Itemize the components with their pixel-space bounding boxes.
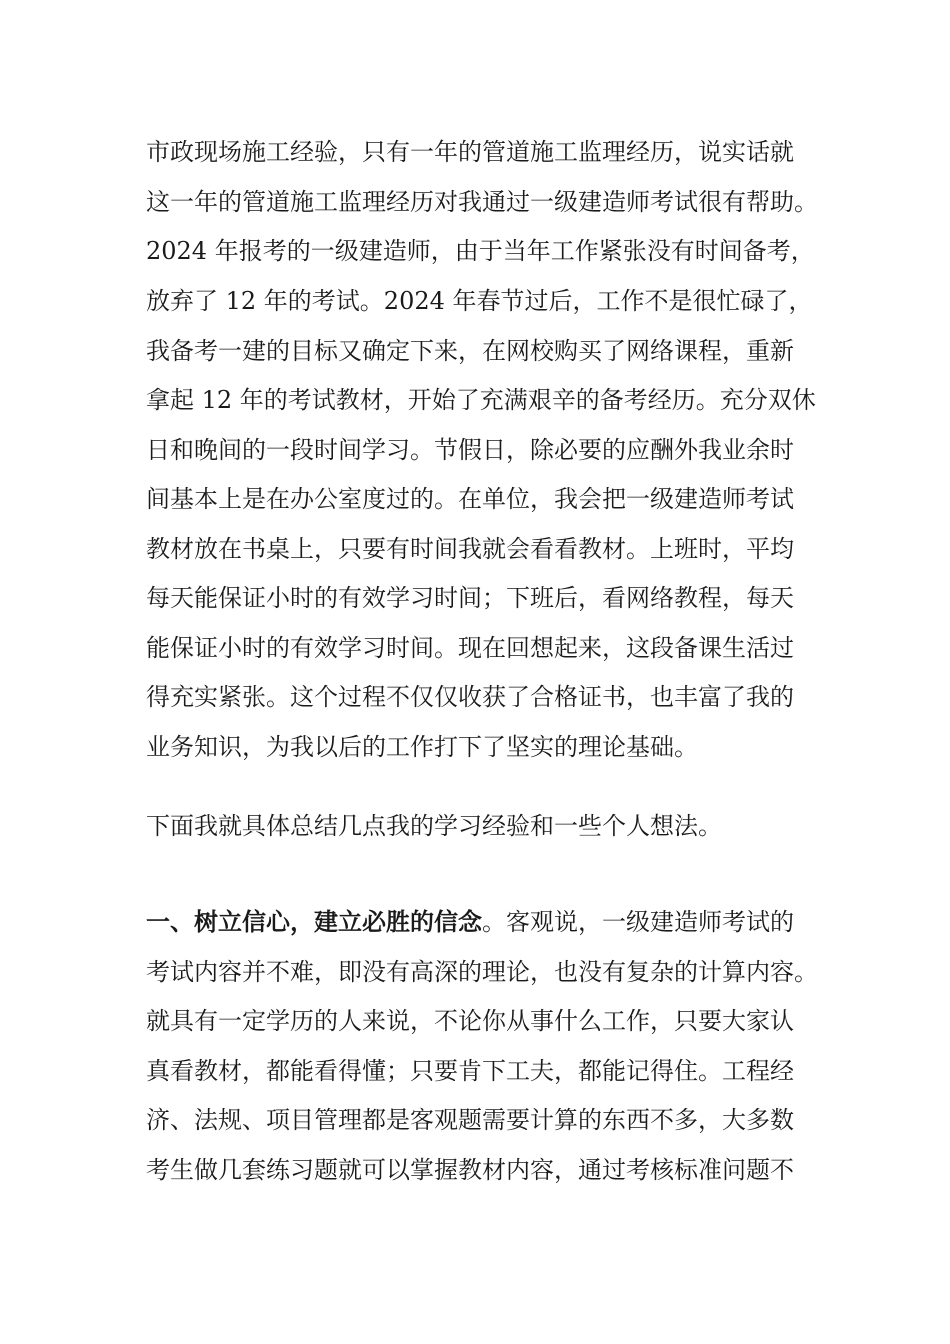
paragraph-1-line-3: 2024 年报考的一级建造师，由于当年工作紧张没有时间备考， xyxy=(146,237,815,265)
paragraph-1-line-10: 每天能保证小时的有效学习时间；下班后，看网络教程，每天 xyxy=(146,584,794,612)
paragraph-3-line-1-text: 。客观说，一级建造师考试的 xyxy=(482,908,794,936)
section-heading: 一、树立信心，建立必胜的信念 xyxy=(146,907,482,936)
paragraph-1-line-4: 放弃了 12 年的考试。2024 年春节过后，工作不是很忙碌了， xyxy=(146,287,813,315)
paragraph-1-line-8: 间基本上是在办公室度过的。在单位，我会把一级建造师考试 xyxy=(146,485,794,513)
paragraph-1-line-11: 能保证小时的有效学习时间。现在回想起来，这段备课生活过 xyxy=(146,634,794,662)
paragraph-1-line-2: 这一年的管道施工监理经历对我通过一级建造师考试很有帮助。 xyxy=(146,188,818,216)
paragraph-1-line-5: 我备考一建的目标又确定下来，在网校购买了网络课程，重新 xyxy=(146,337,794,365)
paragraph-3-line-1 xyxy=(146,907,794,937)
paragraph-3-line-3: 就具有一定学历的人来说，不论你从事什么工作，只要大家认 xyxy=(146,1007,794,1035)
paragraph-3-line-4: 真看教材，都能看得懂；只要肯下工夫，都能记得住。工程经 xyxy=(146,1057,794,1085)
paragraph-1-line-6: 拿起 12 年的考试教材，开始了充满艰辛的备考经历。充分双休 xyxy=(146,386,816,414)
paragraph-1-line-7: 日和晚间的一段时间学习。节假日，除必要的应酬外我业余时 xyxy=(146,436,794,464)
paragraph-1-line-1: 市政现场施工经验，只有一年的管道施工监理经历，说实话就 xyxy=(146,138,794,166)
paragraph-3-line-5: 济、法规、项目管理都是客观题需要计算的东西不多，大多数 xyxy=(146,1106,794,1134)
paragraph-2: 下面我就具体总结几点我的学习经验和一些个人想法。 xyxy=(146,812,722,840)
paragraph-1-line-9: 教材放在书桌上，只要有时间我就会看看教材。上班时，平均 xyxy=(146,535,794,563)
paragraph-3-line-2: 考试内容并不难，即没有高深的理论，也没有复杂的计算内容。 xyxy=(146,958,818,986)
paragraph-1-line-13: 业务知识，为我以后的工作打下了坚实的理论基础。 xyxy=(146,733,698,761)
paragraph-3-line-6: 考生做几套练习题就可以掌握教材内容，通过考核标准问题不 xyxy=(146,1156,794,1184)
paragraph-1-line-12: 得充实紧张。这个过程不仅仅收获了合格证书，也丰富了我的 xyxy=(146,683,794,711)
